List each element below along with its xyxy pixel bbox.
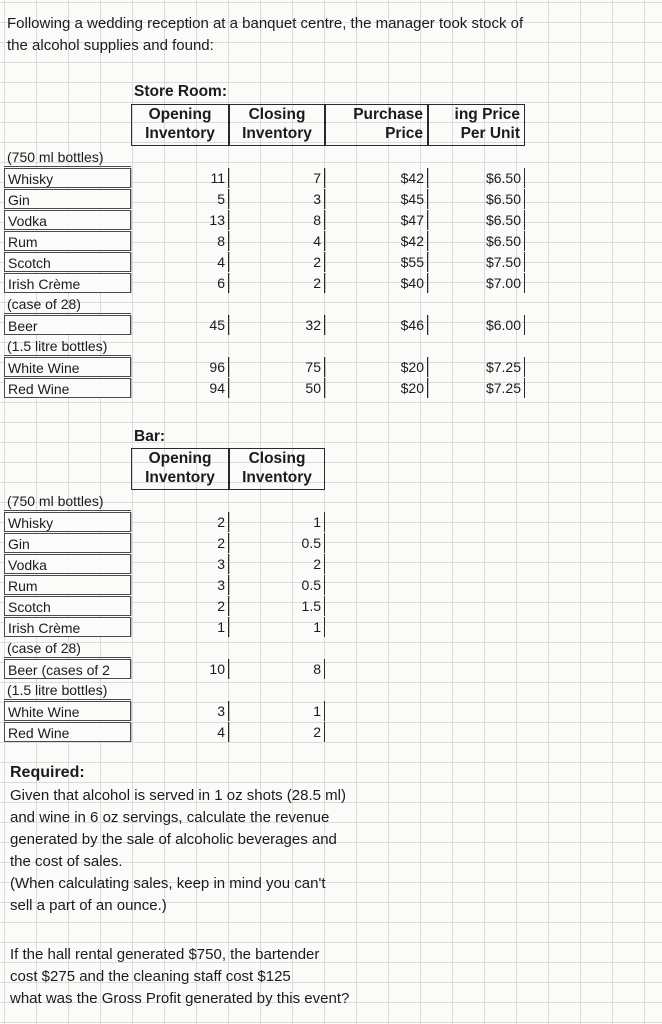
- store-selling-header: ing Price Per Unit: [428, 104, 525, 146]
- gross-profit-line: cost $275 and the cleaning staff cost $125: [10, 968, 291, 985]
- store-note-750ml: (750 ml bottles): [4, 147, 131, 167]
- bar-note-case: (case of 28): [4, 638, 131, 658]
- store-closing-cell: 2: [229, 273, 325, 293]
- store-purchase-header: Purchase Price: [325, 104, 428, 146]
- store-selling-cell: $7.25: [428, 378, 525, 398]
- store-purchase-cell: $55: [325, 252, 428, 272]
- store-purchase-cell: $42: [325, 168, 428, 188]
- store-opening-cell: 4: [131, 252, 229, 272]
- bar-closing-header: Closing Inventory: [229, 448, 325, 490]
- store-item-label: Scotch: [4, 252, 131, 272]
- gross-profit-line: If the hall rental generated $750, the bartender: [10, 946, 320, 963]
- store-purchase-cell: $42: [325, 231, 428, 251]
- store-opening-cell: 94: [131, 378, 229, 398]
- bar-item-label: Beer (cases of 2: [4, 659, 131, 679]
- store-opening-cell: 45: [131, 315, 229, 335]
- bar-opening-cell: 4: [131, 722, 229, 742]
- bar-closing-cell: 1: [229, 512, 325, 532]
- store-selling-cell: $7.50: [428, 252, 525, 272]
- bar-note-750ml: (750 ml bottles): [4, 491, 131, 511]
- required-line: and wine in 6 oz servings, calculate the revenue: [10, 809, 330, 826]
- store-selling-cell: $6.50: [428, 210, 525, 230]
- bar-closing-cell: 8: [229, 659, 325, 679]
- store-purchase-cell: $46: [325, 315, 428, 335]
- intro-line-1: Following a wedding reception at a banquet centre, the manager took stock of: [7, 15, 524, 32]
- bar-title: Bar:: [134, 428, 166, 445]
- bar-opening-cell: 1: [131, 617, 229, 637]
- store-selling-cell: $7.00: [428, 273, 525, 293]
- store-purchase-cell: $20: [325, 357, 428, 377]
- store-item-label: Rum: [4, 231, 131, 251]
- required-line: the cost of sales.: [10, 853, 123, 870]
- required-line: sell a part of an ounce.): [10, 897, 167, 914]
- required-line: (When calculating sales, keep in mind you can't: [10, 875, 326, 892]
- bar-opening-header: Opening Inventory: [131, 448, 229, 490]
- store-opening-cell: 13: [131, 210, 229, 230]
- required-title: Required:: [10, 764, 85, 781]
- store-selling-cell: $6.50: [428, 189, 525, 209]
- store-closing-cell: 2: [229, 252, 325, 272]
- store-item-label: White Wine: [4, 357, 131, 377]
- store-item-label: Gin: [4, 189, 131, 209]
- gross-profit-line: what was the Gross Profit generated by this event?: [10, 990, 350, 1007]
- bar-note-1-5l: (1.5 litre bottles): [4, 680, 131, 700]
- bar-opening-cell: 3: [131, 575, 229, 595]
- store-selling-cell: $7.25: [428, 357, 525, 377]
- bar-closing-cell: 0.5: [229, 575, 325, 595]
- bar-opening-cell: 2: [131, 533, 229, 553]
- store-closing-cell: 4: [229, 231, 325, 251]
- store-closing-cell: 3: [229, 189, 325, 209]
- bar-item-label: Irish Crème: [4, 617, 131, 637]
- store-purchase-cell: $20: [325, 378, 428, 398]
- store-selling-cell: $6.50: [428, 231, 525, 251]
- store-item-label: Vodka: [4, 210, 131, 230]
- intro-line-2: the alcohol supplies and found:: [7, 37, 214, 54]
- store-item-label: Red Wine: [4, 378, 131, 398]
- bar-opening-cell: 3: [131, 701, 229, 721]
- store-purchase-cell: $45: [325, 189, 428, 209]
- store-closing-cell: 8: [229, 210, 325, 230]
- store-purchase-cell: $40: [325, 273, 428, 293]
- bar-item-label: Red Wine: [4, 722, 131, 742]
- bar-item-label: Rum: [4, 575, 131, 595]
- bar-closing-cell: 1: [229, 617, 325, 637]
- store-purchase-cell: $47: [325, 210, 428, 230]
- store-item-label: Whisky: [4, 168, 131, 188]
- bar-closing-cell: 1: [229, 701, 325, 721]
- bar-opening-cell: 10: [131, 659, 229, 679]
- bar-item-label: Vodka: [4, 554, 131, 574]
- bar-opening-cell: 2: [131, 512, 229, 532]
- store-closing-cell: 32: [229, 315, 325, 335]
- store-closing-cell: 50: [229, 378, 325, 398]
- store-opening-cell: 96: [131, 357, 229, 377]
- required-line: Given that alcohol is served in 1 oz shots (28.5 ml): [10, 787, 346, 804]
- store-room-title: Store Room:: [134, 83, 227, 100]
- store-opening-header: Opening Inventory: [131, 104, 229, 146]
- required-line: generated by the sale of alcoholic beverages and: [10, 831, 337, 848]
- bar-closing-cell: 1.5: [229, 596, 325, 616]
- bar-opening-cell: 2: [131, 596, 229, 616]
- bar-opening-cell: 3: [131, 554, 229, 574]
- bar-item-label: Gin: [4, 533, 131, 553]
- store-item-label: Beer: [4, 315, 131, 335]
- store-note-1-5l: (1.5 litre bottles): [4, 336, 131, 356]
- bar-item-label: White Wine: [4, 701, 131, 721]
- store-note-case: (case of 28): [4, 294, 131, 314]
- store-closing-header: Closing Inventory: [229, 104, 325, 146]
- store-opening-cell: 8: [131, 231, 229, 251]
- store-item-label: Irish Crème: [4, 273, 131, 293]
- store-closing-cell: 7: [229, 168, 325, 188]
- bar-closing-cell: 2: [229, 554, 325, 574]
- bar-closing-cell: 0.5: [229, 533, 325, 553]
- store-opening-cell: 11: [131, 168, 229, 188]
- bar-item-label: Scotch: [4, 596, 131, 616]
- bar-item-label: Whisky: [4, 512, 131, 532]
- store-selling-cell: $6.50: [428, 168, 525, 188]
- store-selling-cell: $6.00: [428, 315, 525, 335]
- store-closing-cell: 75: [229, 357, 325, 377]
- store-opening-cell: 5: [131, 189, 229, 209]
- bar-closing-cell: 2: [229, 722, 325, 742]
- store-opening-cell: 6: [131, 273, 229, 293]
